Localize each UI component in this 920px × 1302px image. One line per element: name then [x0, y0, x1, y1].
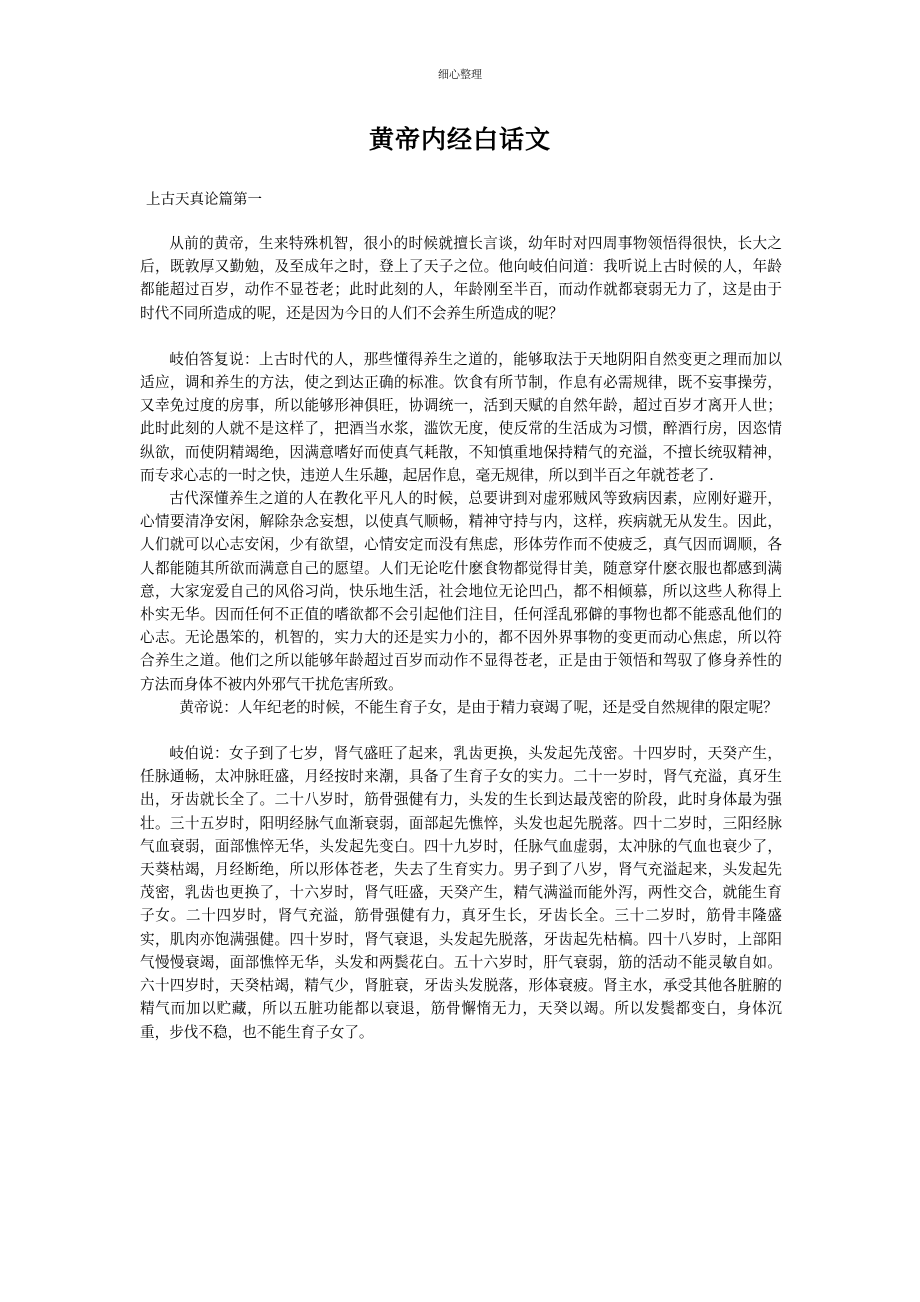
page-header: 细心整理: [438, 68, 482, 81]
paragraph-3: 古代深懂养生之道的人在教化平凡人的时候，总要讲到对虚邪贼风等致病因素，应刚好避开，心情要清净安闲，解除杂念妄想，以使真气顺畅，精神守持与内，这样，疾病就无从发生。因此，人们就可以心志安闲，少有欲望，心情安定而没有焦虑，形体劳作而不使疲乏，真气因而调顺，各人都能随其所欲而满意自己的愿望。人们无论吃什麽食物都觉得甘美，随意穿什麽衣服也都感到满意，大家宠爱自己的风俗习尚，快乐地生活，社会地位无论凹凸，都不相倾慕，所以这些人称得上朴实无华。因而任何不正值的嗜欲都不会引起他们注目，任何淫乱邪僻的事物也都不能惑乱他们的心志。无论愚笨的，机智的，实力大的还是实力小的，都不因外界事物的变更而动心焦虑，所以符合养生之道。他们之所以能够年龄超过百岁而动作不显得苍老，正是由于领悟和驾驭了修身养性的方法而身体不被内外邪气干扰危害所致。: [140, 490, 782, 693]
paragraph-5: 岐伯说：女子到了七岁，肾气盛旺了起来，乳齿更换，头发起先茂密。十四岁时，天癸产生，任脉通畅，太冲脉旺盛，月经按时来潮，具备了生育子女的实力。二十一岁时，肾气充溢，真牙生出，牙齿就长全了。二十八岁时，筋骨强健有力，头发的生长到达最茂密的阶段，此时身体最为强壮。三十五岁时，阳明经脉气血渐衰弱，面部起先憔悴，头发也起先脱落。四十二岁时，三阳经脉气血衰弱，面部憔悴无华，头发起先变白。四十九岁时，任脉气血虚弱，太冲脉的气血也衰少了，天葵枯竭，月经断绝，所以形体苍老，失去了生育实力。男子到了八岁，肾气充溢起来，头发起先茂密，乳齿也更换了，十六岁时，肾气旺盛，天癸产生，精气满溢而能外泻，两性交合，就能生育子女。二十四岁时，肾气充溢，筋骨强健有力，真牙生长，牙齿长全。三十二岁时，筋骨丰隆盛实，肌肉亦饱满强健。四十岁时，肾气衰退，头发起先脱落，牙齿起先枯槁。四十八岁时，上部阳气慢慢衰竭，面部憔悴无华，头发和两鬓花白。五十六岁时，肝气衰弱，筋的活动不能灵敏自如。六十四岁时，天癸枯竭，精气少，肾脏衰，牙齿头发脱落，形体衰疲。肾主水，承受其他各脏腑的精气而加以贮藏，所以五脏功能都以衰退，筋骨懈惰无力，天癸以竭。所以发鬓都变白，身体沉重，步伐不稳，也不能生育子女了。: [140, 745, 782, 1041]
paragraph-4: 黄帝说：人年纪老的时候，不能生育子女，是由于精力衰竭了呢，还是受自然规律的限定呢？: [179, 698, 778, 716]
paragraph-1: 从前的黄帝，生来特殊机智，很小的时候就擅长言谈，幼年时对四周事物领悟得很快，长大之后，既敦厚又勤勉，及至成年之时，登上了天子之位。他向岐伯问道：我听说上古时候的人，年龄都能超过百岁，动作不显苍老；此时此刻的人，年龄刚至半百，而动作就都衰弱无力了，这是由于时代不同所造成的呢，还是因为今日的人们不会养生所造成的呢？: [140, 235, 782, 322]
document-title: 黄帝内经白话文: [368, 125, 551, 154]
section-heading: 上古天真论篇第一: [146, 192, 262, 208]
paragraph-gap: [140, 719, 782, 742]
paragraph-2: 岐伯答复说：上古时代的人，那些懂得养生之道的，能够取法于天地阴阳自然变更之理而加以适应，调和养生的方法，使之到达正确的标准。饮食有所节制，作息有必需规律，既不妄事操劳，又幸免过度的房事，所以能够形神俱旺，协调统一，活到天赋的自然年龄，超过百岁才离开人世；此时此刻的人就不是这样了，把酒当水浆，滥饮无度，使反常的生活成为习惯，醉酒行房，因恣情纵欲，而使阴精竭绝，因满意嗜好而使真气耗散，不知慎重地保持精气的充溢，不擅长统驭精神，而专求心志的一时之快，违逆人生乐趣，起居作息，毫无规律，所以到半百之年就苍老了.: [140, 350, 782, 484]
document-body: [140, 232, 782, 1044]
paragraph-gap: [140, 325, 782, 348]
